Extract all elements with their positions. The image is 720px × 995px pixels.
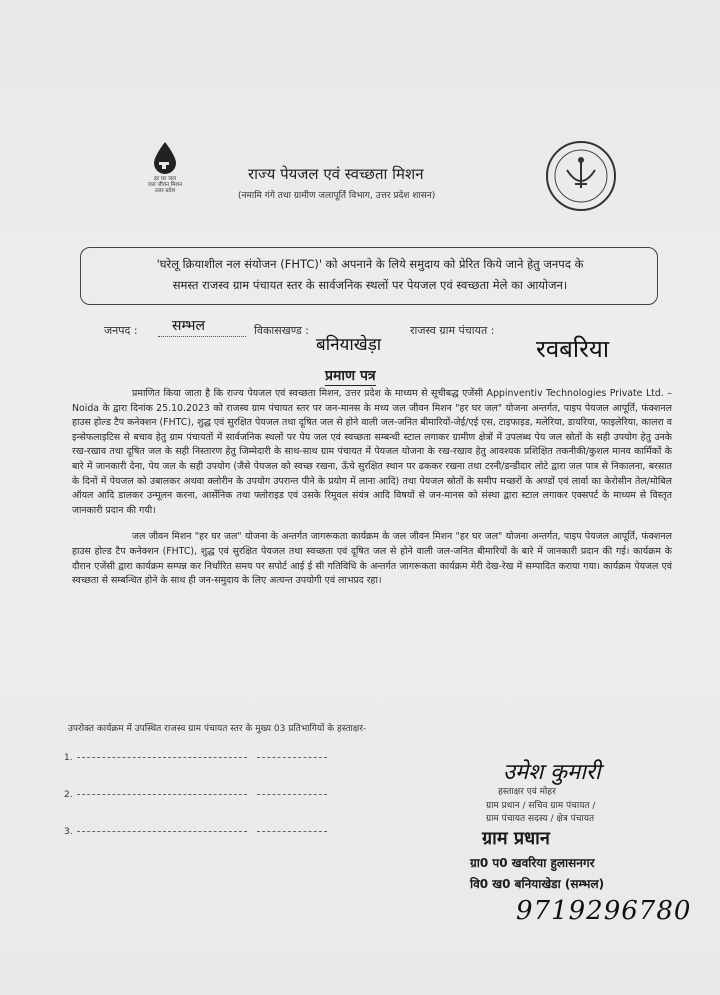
village-value: रवबरिया [536, 335, 610, 363]
caption-line-3: ग्राम पंचायत सदस्य / क्षेत्र पंचायत [486, 814, 595, 824]
topic-line-1: 'घरेलू क्रियाशील नल संयोजन (FHTC)' को अपनाने के लिये समुदाय को प्रेरित किये जाने हेतु जनपद के [156, 257, 584, 271]
signature-line-number: 2. [64, 790, 73, 800]
block-value: बनियाखेड़ा [316, 335, 382, 355]
up-government-seal [545, 140, 617, 212]
signature-intro: उपरोक्त कार्यक्रम में उपस्थित राजस्व ग्राम पंचायत स्तर के मुख्य 03 प्रतिभागियों के हस्ताक्षर- [68, 724, 367, 734]
village-label: राजस्व ग्राम पंचायत : [410, 324, 495, 337]
organization-subtitle: (नमामि गंगे तथा ग्रामीण जलापूर्ति विभाग, उत्तर प्रदेश शासन) [238, 191, 436, 201]
signatory-caption [486, 787, 596, 826]
handwritten-phone-number: 9719296780 [516, 896, 692, 926]
handwritten-signature: उमेश कुमारी [503, 760, 601, 785]
location-fields [0, 318, 720, 363]
logo-caption-3: उत्तर प्रदेश [154, 188, 176, 194]
signature-line-number: 3. [64, 827, 73, 837]
signature-line-number: 1. [64, 753, 73, 763]
body-paragraph-1: प्रमाणित किया जाता है कि राज्य पेयजल एवं स्वच्छता मिशन, उत्तर प्रदेश के माध्यम से सूचीबद्ध एजेंसी Appinventiv Technologies Private Ltd. – Noida के द्वारा दिनांक 25.10.2023 को राजस्व ग्राम पंचायत स्तर पर जन-मानस के मध्य जल जीवन मिशन "हर घर जल" योजना अन्तर्गत, पाइप पेयजल आपूर्ति, फंक्शनल हाउस होल्ड टैप कनेक्शन (FHTC), शुद्ध एवं सुरक्षित पेयजल तथा दूषित जल से होने वाली जल-जनित बीमारियों-जेई/एई एस, टाइफाइड, मलेरिया, डायरिया, फाइलेरिया, कालरा व इन्सेफलाइटिस से बचाव हेतु ग्राम पंचायतों में सार्वजनिक स्थलों पर पेय जल एवं स्वच्छता सम्बन्धी स्टाल लगाकर ग्रामीण क्षेत्रों में उपलब्ध पेय जल स्रोतों के सही उपयोग हेतु उनके रख-रखाव तथा दूषित जल के सही निस्तारण हेतु जिम्मेदारी के साथ-साथ ग्राम पंचायत में पेयजल योजना के रख-रखाव हेतु आवश्यक प्रशिक्षित तकनीकी/कुशल मानव कार्मिकों के बारे में जानकारी देना, पेय जल के सही उपयोग (जैसे पेयजल को स्वच्छ रखना, ऊँचे सुरक्षित स्थान पर ढककर रखना तथा टरनी/डन्डीदार लोटे द्वारा जल पात्र से निकालना, बरसात के दिनों में पेयजल को उबालकर अथवा क्लोरीन के उपयोग उपरान्त पीने के प्रयोग में लाना आदि) तथा पेयजल स्रोतों के समीप मच्छरों के अण्डों एवं लार्वा का केरोसीन तेल/मोबिल ऑयल आदि डालकर उन्मूलन करना, आर्सेनिक तथा फ्लोराइड एवं उसके रिमूवल संयंत्र आदि विषयों से जन-मानस को संस्था द्वारा स्टाल लगाकर एक्सपर्ट के माध्यम से विस्तृत जानकारी प्रदान की गयी। [72, 388, 672, 516]
stamp-line-3: वि0 ख0 बनियाखेडा (सम्भल) [470, 877, 605, 891]
certificate-title: प्रमाण पत्र [325, 368, 376, 384]
gram-pradhan-stamp [470, 826, 604, 892]
district-label: जनपद : [104, 324, 138, 337]
logo-caption-1: हर घर जल [154, 176, 176, 182]
certificate-body [72, 387, 672, 589]
event-topic-box [80, 247, 658, 305]
logo-caption-2: जल जीवन मिशन [147, 182, 183, 188]
block-label: विकासखण्ड : [254, 324, 310, 337]
caption-line-2: ग्राम प्रधान / सचिव ग्राम पंचायत / [486, 801, 596, 811]
water-drop-icon [150, 140, 180, 176]
signature-line-3 [64, 827, 327, 837]
organization-title: राज्य पेयजल एवं स्वच्छता मिशन [248, 165, 424, 183]
topic-line-2: समस्त राजस्व ग्राम पंचायत स्तर के सार्वजनिक स्थलों पर पेयजल एवं स्वच्छता मेले का आयोजन। [172, 278, 568, 292]
signature-line-1 [64, 753, 327, 763]
district-value: सम्भल [172, 318, 205, 334]
signature-line-2 [64, 790, 327, 800]
stamp-line-1: ग्राम प्रधान [482, 828, 550, 849]
district-dotted-line [158, 336, 246, 337]
caption-line-1: हस्ताक्षर एवं मोहर [498, 787, 556, 797]
stamp-line-2: ग्रा0 प0 खवरिया हुलासनगर [470, 856, 595, 870]
har-ghar-jal-logo [134, 140, 196, 194]
body-paragraph-2: जल जीवन मिशन "हर घर जल" योजना के अन्तर्गत जागरूकता कार्यक्रम के जल जीवन मिशन "हर घर जल" योजना अन्तर्गत, पाइप पेयजल आपूर्ति, फंक्शनल हाउस होल्ड टैप कनेक्शन (FHTC), शुद्ध एवं सुरक्षित पेयजल तथा स्वच्छता एवं दूषित जल से होने वाली जल-जनित बीमारियों के बारे में जानकारी प्रदान की गई। कार्यक्रम के दौरान एजेंसी द्वारा कार्यक्रम सम्पन्न कर निर्धारित समय पर सपोर्ट आई ई सी गतिविधि के अन्तर्गत जागरूकता कार्यक्रम मेरी देख-रेख में सम्पादित कराया गया। कार्यक्रम पेयजल एवं स्वच्छता से सम्बन्धित होने के साथ ही जन-समुदाय के लिए अत्यन्त उपयोगी एवं लाभप्रद रहा। [72, 531, 672, 587]
